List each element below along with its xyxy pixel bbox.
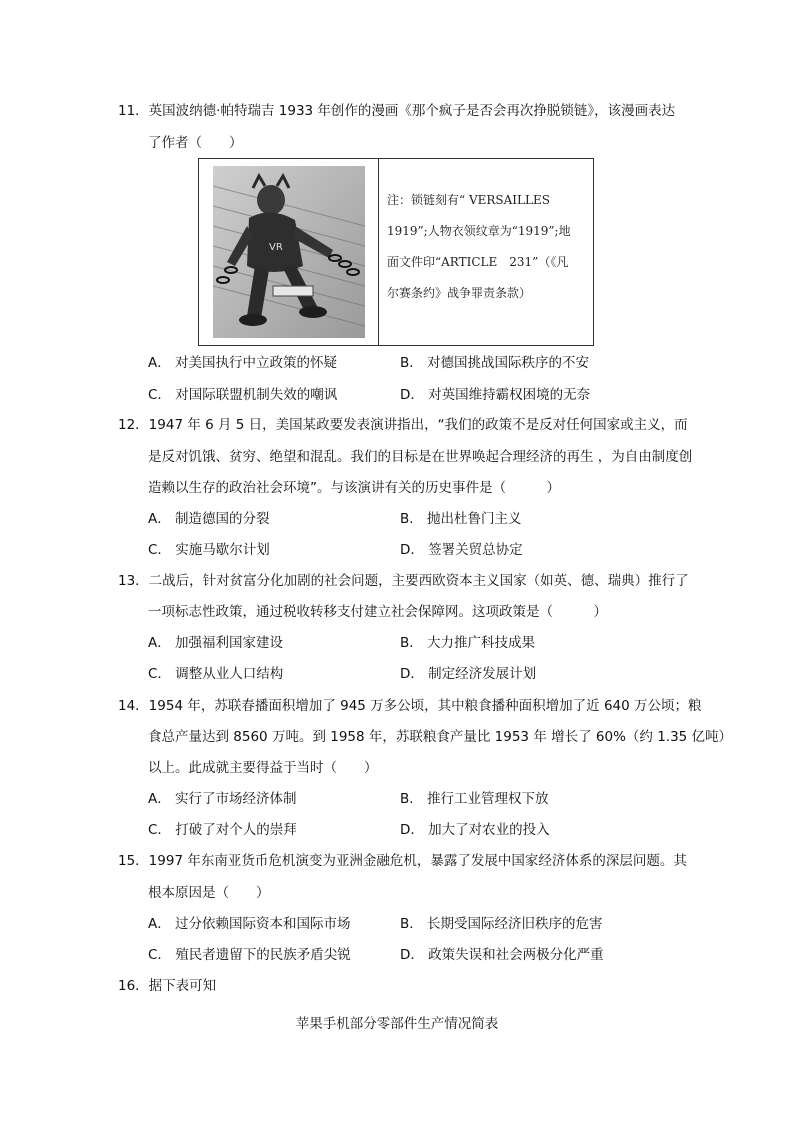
note-line: 尔赛条约》战争罪责条款） xyxy=(387,286,532,300)
note-line: 面文件印“ARTICLE 231”（《凡 xyxy=(387,255,569,269)
q14-option-b: B． 推行工业管理权下放 xyxy=(400,791,549,807)
q14-stem-line3: 以上。此成就主要得益于当时（ ） xyxy=(148,760,378,776)
q15-stem-line2: 根本原因是（ ） xyxy=(148,885,270,901)
q12-stem-line2: 是反对饥饿、贫穷、绝望和混乱。我们的目标是在世界唤起合理经济的再生 ，为自由制度创 xyxy=(148,449,693,465)
q13-option-a: A． 加强福利国家建设 xyxy=(148,635,284,651)
note-line: 注：锁链刻有“ VERSAILLES xyxy=(387,193,550,207)
q14-option-c: C． 打破了对个人的崇拜 xyxy=(148,822,297,838)
q13-option-b: B． 大力推广科技成果 xyxy=(400,635,536,651)
cartoon-illustration-icon xyxy=(213,166,365,338)
q11-option-b: B． 对德国挑战国际秩序的不安 xyxy=(400,355,590,371)
q12-option-b: B． 抛出杜鲁门主义 xyxy=(400,511,522,527)
q12-stem-line1: 12．1947 年 6 月 5 日，美国某政要发表演讲指出，“我们的政策不是反对任何国家或主义，而 xyxy=(118,417,688,433)
q12-stem-line3: 造赖以生存的政治社会环境”。与该演讲有关的历史事件是（ ） xyxy=(148,480,560,496)
q12-option-d: D． 签署关贸总协定 xyxy=(400,542,523,558)
q14-option-a: A． 实行了市场经济体制 xyxy=(148,791,297,807)
q16-table-caption: 苹果手机部分零部件生产情况简表 xyxy=(295,1016,499,1032)
q13-option-c: C． 调整从业人口结构 xyxy=(148,666,284,682)
q11-stem-line1: 11．英国波纳德·帕特瑞吉 1933 年创作的漫画《那个疯子是否会再次挣脱锁链》，该漫画表达 xyxy=(118,103,676,119)
q11-cartoon-figure xyxy=(198,158,594,346)
q14-option-d: D． 加大了对农业的投入 xyxy=(400,822,550,838)
q11-option-c: C． 对国际联盟机制失效的嘲讽 xyxy=(148,387,338,403)
q13-stem-line1: 13．二战后，针对贫富分化加剧的社会问题，主要西欧资本主义国家（如英、德、瑞典）推行了 xyxy=(118,573,689,589)
cartoon-image-cell xyxy=(199,159,379,345)
q13-option-d: D． 制定经济发展计划 xyxy=(400,666,537,682)
q14-stem-line1: 14．1954 年，苏联春播面积增加了 945 万多公顷，其中粮食播种面积增加了近 640 万公顷；粮 xyxy=(118,698,702,714)
q11-option-a: A． 对美国执行中立政策的怀疑 xyxy=(148,355,338,371)
q11-stem-line2: 了作者（ ） xyxy=(148,135,243,151)
q15-option-b: B． 长期受国际经济旧秩序的危害 xyxy=(400,916,603,932)
q15-option-d: D． 政策失误和社会两极分化严重 xyxy=(400,947,604,963)
q16-stem-line1: 16．据下表可知 xyxy=(118,978,217,994)
q11-cartoon-note xyxy=(379,159,593,345)
svg-text:VR: VR xyxy=(268,242,283,253)
q12-option-a: A． 制造德国的分裂 xyxy=(148,511,270,527)
q15-option-a: A． 过分依赖国际资本和国际市场 xyxy=(148,916,351,932)
q15-stem-line1: 15．1997 年东南亚货币危机演变为亚洲金融危机，暴露了发展中国家经济体系的深层问题。其 xyxy=(118,853,687,869)
q14-stem-line2: 食总产量达到 8560 万吨。到 1958 年，苏联粮食产量比 1953 年 增长了 60%（约 1.35 亿吨） xyxy=(148,729,733,745)
note-line: 1919”;人物衣领纹章为“1919”;地 xyxy=(387,224,571,238)
q12-option-c: C． 实施马歇尔计划 xyxy=(148,542,270,558)
q13-stem-line2: 一项标志性政策，通过税收转移支付建立社会保障网。这项政策是（ ） xyxy=(148,604,607,620)
q11-option-d: D． 对英国维持霸权困境的无奈 xyxy=(400,387,591,403)
q15-option-c: C． 殖民者遗留下的民族矛盾尖锐 xyxy=(148,947,351,963)
